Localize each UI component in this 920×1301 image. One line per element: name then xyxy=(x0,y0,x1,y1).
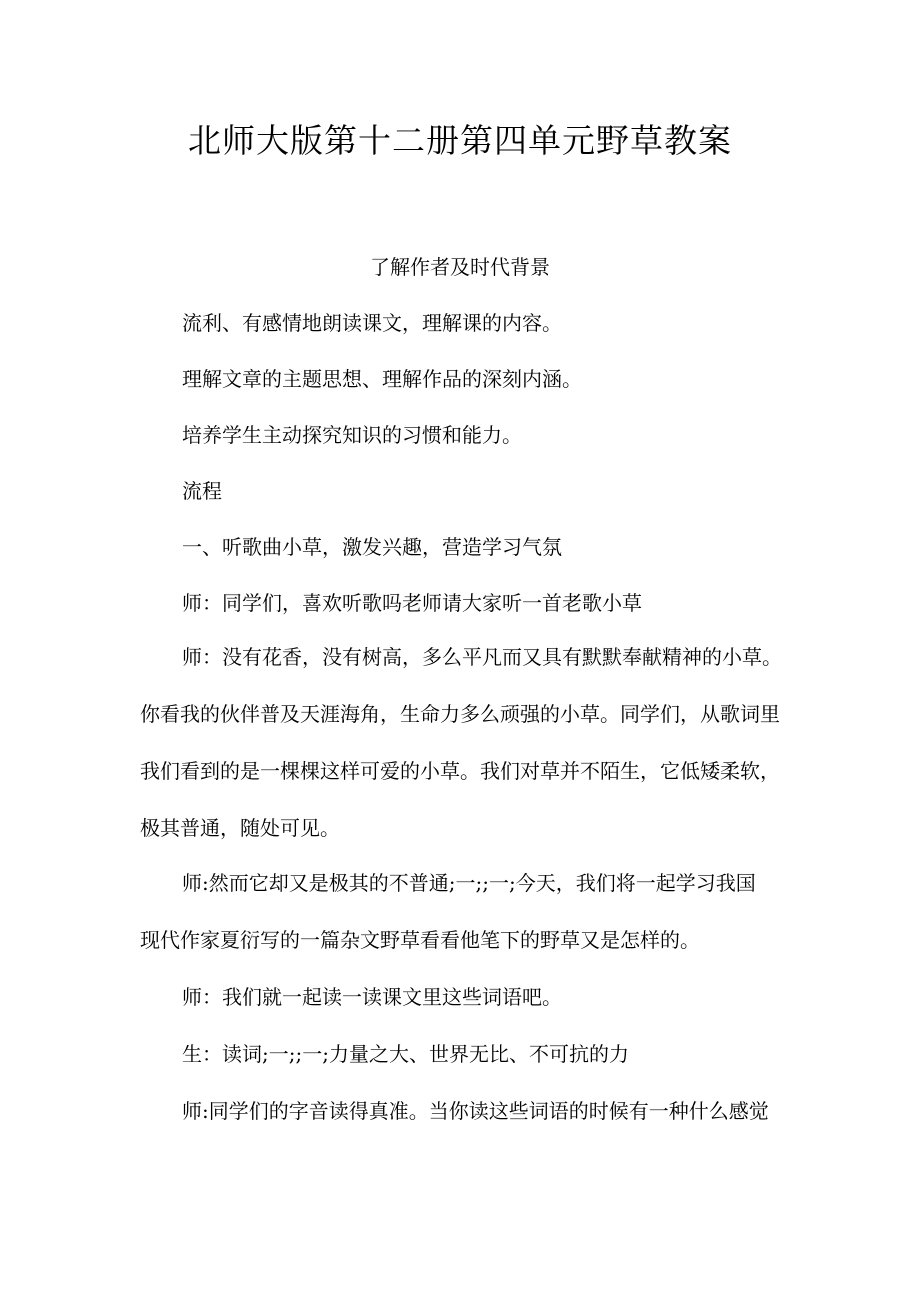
section-heading: 流程 xyxy=(182,479,222,503)
paragraph: 师：同学们，喜欢听歌吗老师请大家听一首老歌小草 xyxy=(182,591,642,615)
document-subtitle: 了解作者及时代背景 xyxy=(370,255,550,279)
step-heading: 一、听歌曲小草，激发兴趣，营造学习气氛 xyxy=(182,535,562,559)
document-title: 北师大版第十二册第四单元野草教案 xyxy=(188,121,732,160)
paragraph-line: 我们看到的是一棵棵这样可爱的小草。我们对草并不陌生，它低矮柔软， xyxy=(140,759,780,783)
paragraph-line: 你看我的伙伴普及天涯海角，生命力多么顽强的小草。同学们，从歌词里 xyxy=(140,702,780,726)
paragraph: 流利、有感情地朗读课文，理解课的内容。 xyxy=(182,311,562,335)
paragraph: 师：我们就一起读一读课文里这些词语吧。 xyxy=(182,985,562,1009)
paragraph-line: 现代作家夏衍写的一篇杂文野草看看他笔下的野草又是怎样的。 xyxy=(140,928,700,952)
paragraph: 理解文章的主题思想、理解作品的深刻内涵。 xyxy=(182,367,582,391)
paragraph: 师:同学们的字音读得真准。当你读这些词语的时候有一种什么感觉 xyxy=(182,1099,769,1123)
paragraph-line: 师：没有花香，没有树高，多么平凡而又具有默默奉献精神的小草。 xyxy=(182,645,782,669)
paragraph-line: 极其普通，随处可见。 xyxy=(140,816,340,840)
paragraph-line: 师:然而它却又是极其的不普通;一;;一;今天，我们将一起学习我国 xyxy=(182,871,756,895)
paragraph: 培养学生主动探究知识的习惯和能力。 xyxy=(182,423,522,447)
paragraph: 生：读词;一;;一;力量之大、世界无比、不可抗的力 xyxy=(182,1042,629,1066)
